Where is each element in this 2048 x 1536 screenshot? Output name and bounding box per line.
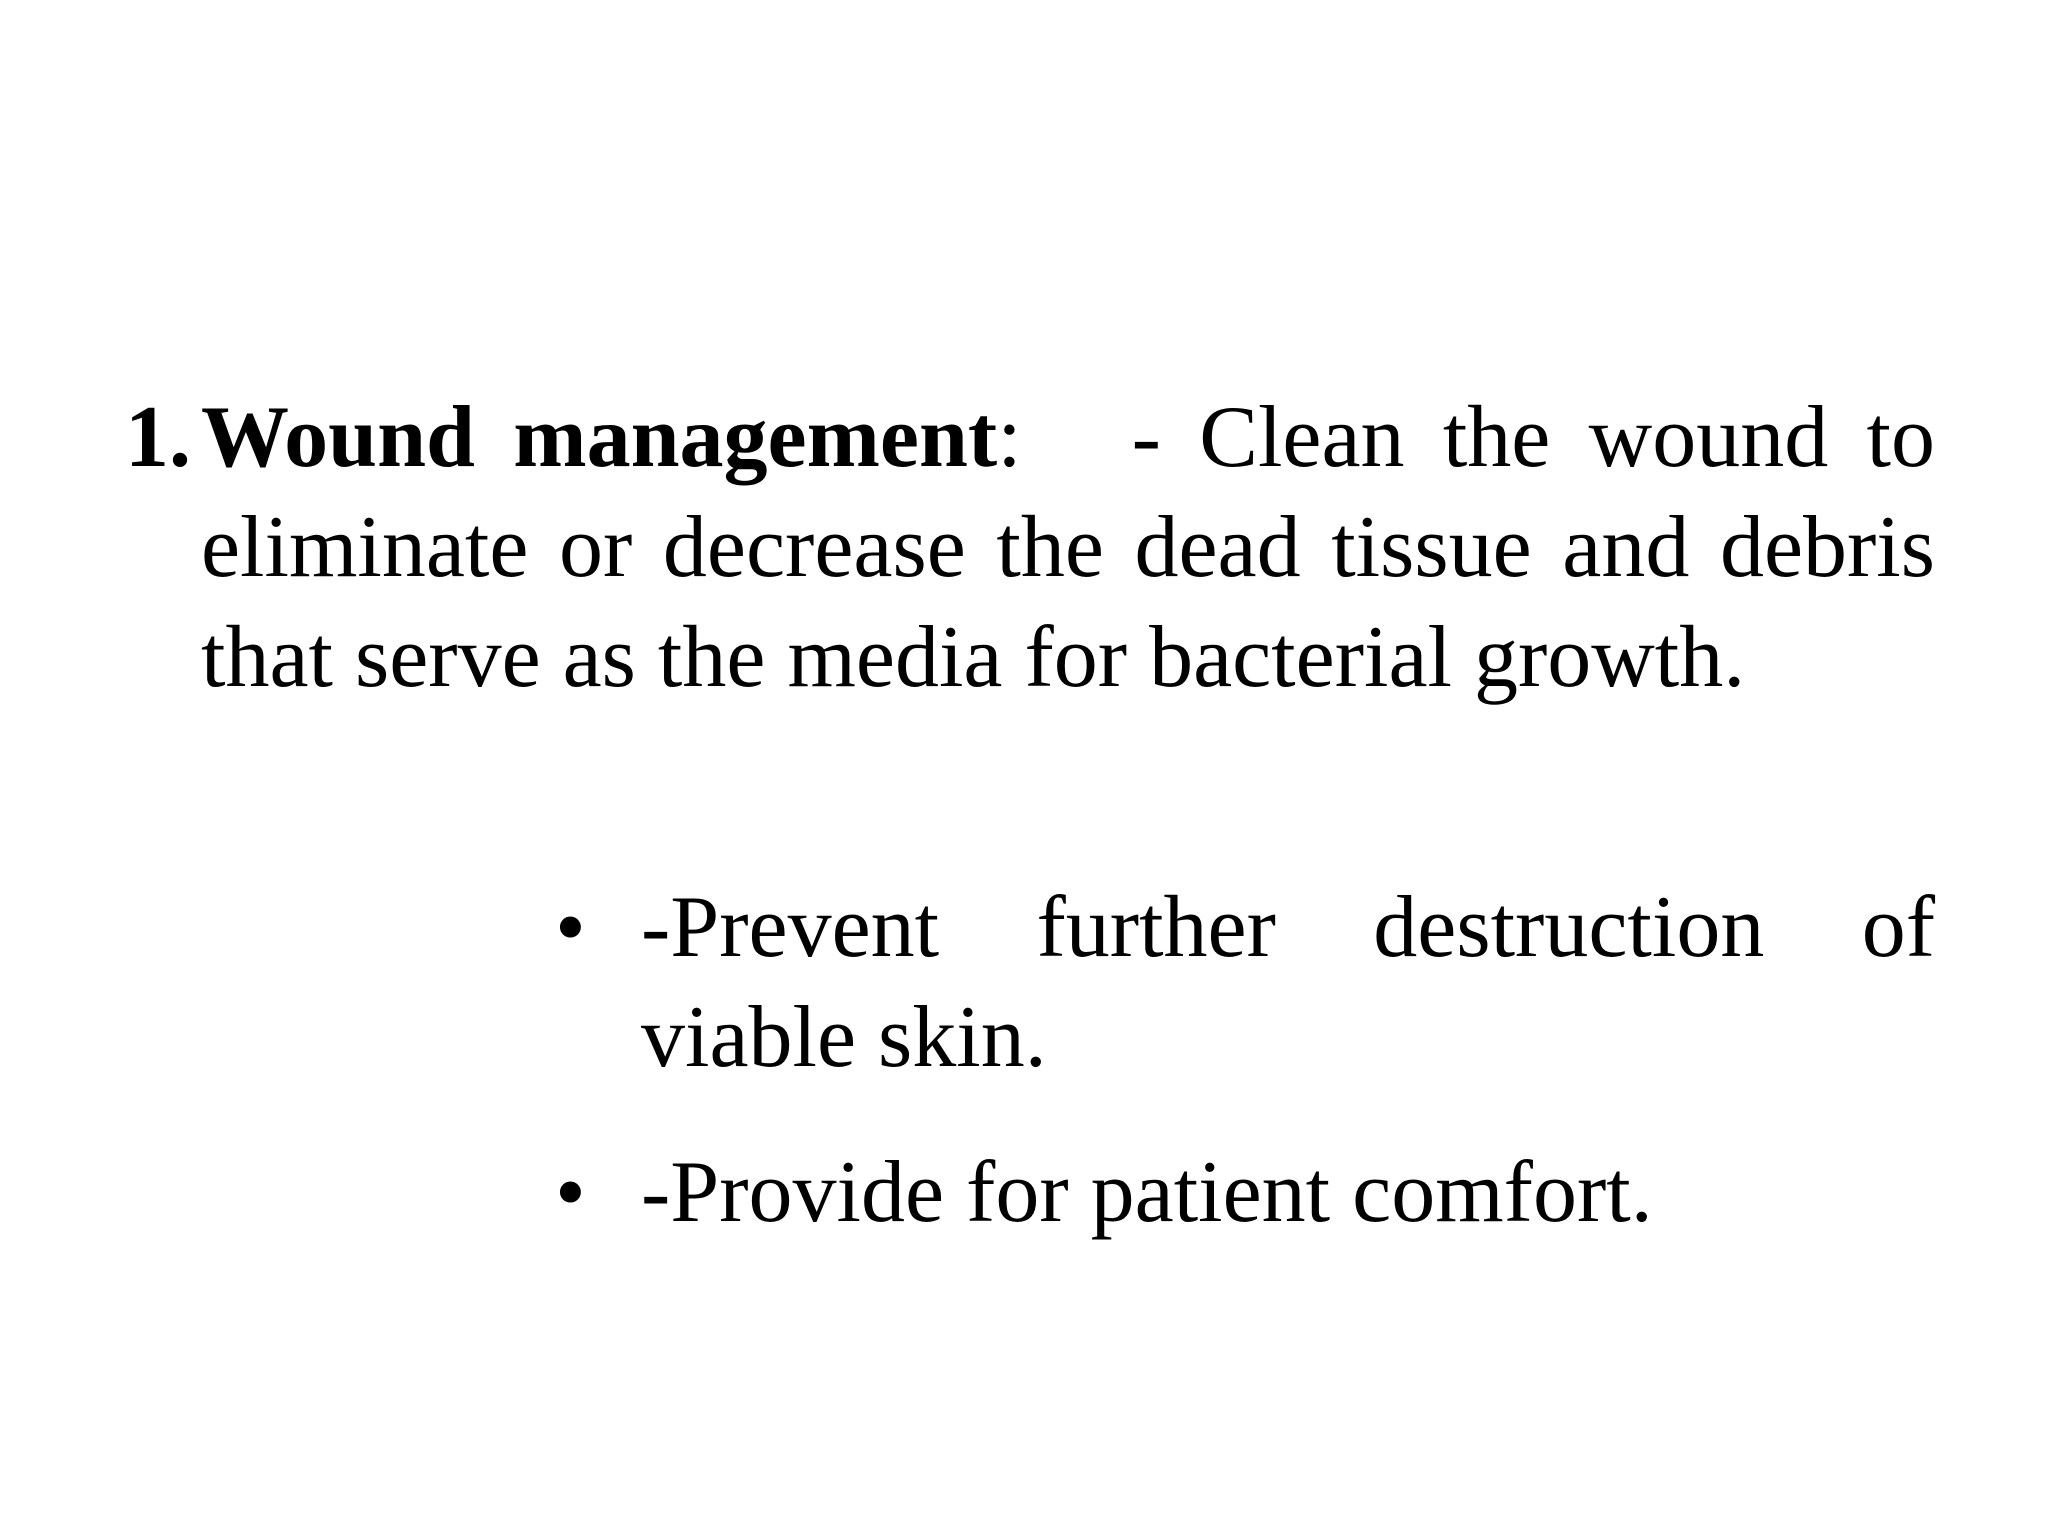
bullet-list (555, 873, 1935, 1248)
bullet-text: -Provide for patient comfort. (641, 1144, 1653, 1241)
item-text-block (201, 383, 1935, 713)
bullet-text: -Prevent further destruction of viable skin. (641, 879, 1935, 1086)
bullet-item (555, 873, 1935, 1093)
bullet-marker: • (555, 879, 586, 976)
item-number: 1. (125, 389, 191, 486)
item-heading: Wound management (201, 389, 998, 486)
bullet-marker: • (555, 1144, 586, 1241)
item-body: - Clean the wound to eliminate or decrease the dead tissue and debris that serve as the media for bacterial growth. (201, 389, 1935, 706)
item-colon: : (997, 389, 1022, 486)
bullet-item (555, 1138, 1935, 1248)
numbered-item (125, 383, 1935, 713)
